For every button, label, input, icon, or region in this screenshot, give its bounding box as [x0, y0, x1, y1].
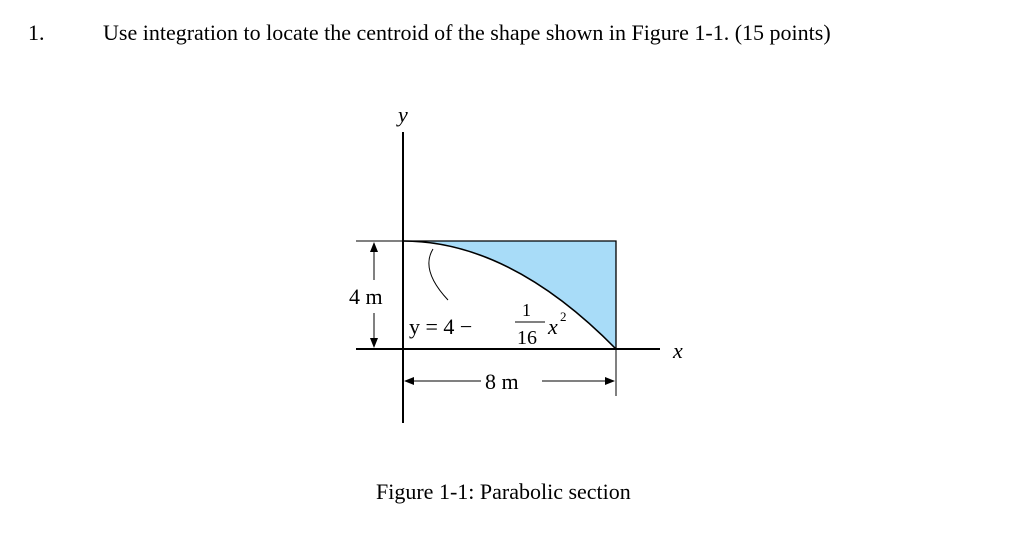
equation-variable: x	[548, 314, 558, 339]
height-dimension-label: 4 m	[349, 284, 383, 309]
equation-fraction-denominator: 16	[517, 327, 537, 349]
equation-exponent: 2	[560, 309, 567, 324]
equation-fraction-numerator: 1	[522, 300, 531, 320]
equation-lhs: y = 4 −	[409, 314, 473, 339]
figure-caption: Figure 1-1: Parabolic section	[376, 479, 631, 504]
question-text: Use integration to locate the centroid of the shape shown in Figure 1-1. (15 points)	[103, 20, 831, 45]
y-axis-label: y	[398, 102, 408, 127]
width-dimension-label: 8 m	[485, 369, 519, 394]
question-number: 1.	[28, 20, 45, 45]
x-axis-label: x	[673, 338, 683, 363]
equation-leader-line	[429, 249, 448, 300]
